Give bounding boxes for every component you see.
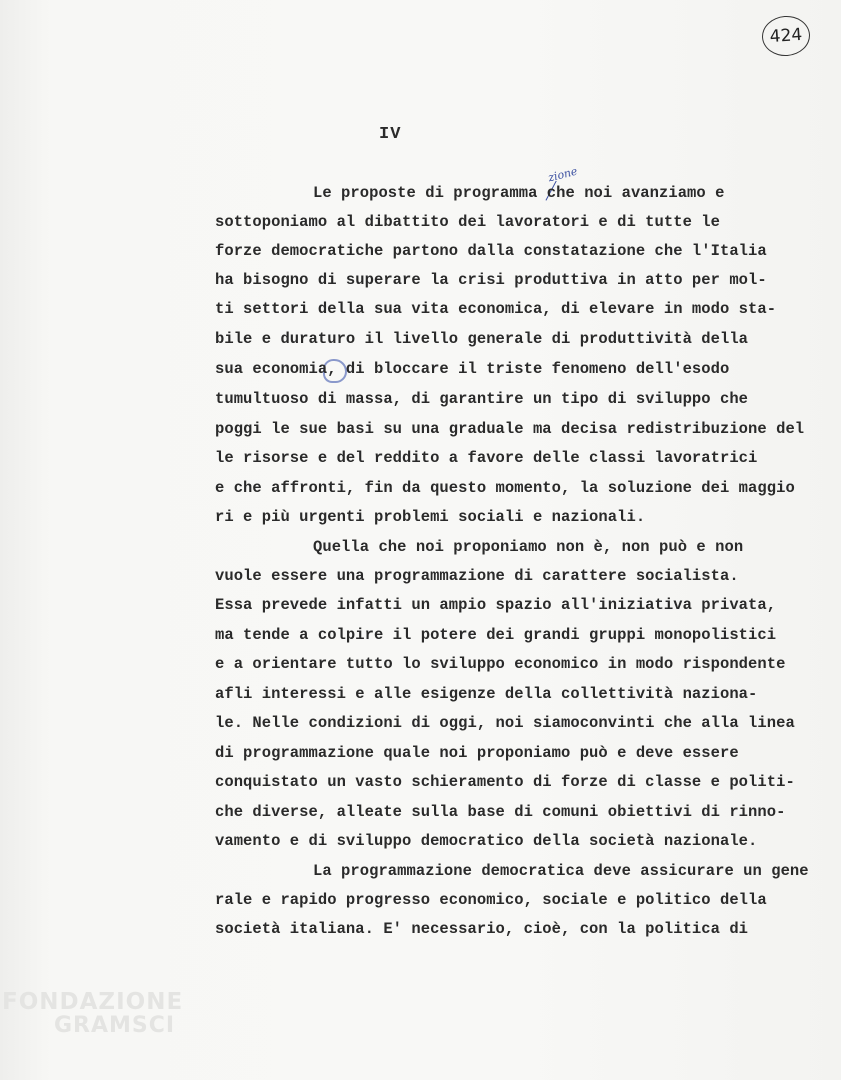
text-line: rale e rapido progresso economico, sociale e politico della bbox=[215, 891, 767, 909]
text-line: Quella che noi proponiamo non è, non può e non bbox=[313, 538, 744, 556]
text-line: ha bisogno di superare la crisi produttiva in atto per mol- bbox=[215, 271, 767, 289]
text-line: Essa prevede infatti un ampio spazio all'iniziativa privata, bbox=[215, 596, 777, 614]
text-line: che diverse, alleate sulla base di comuni obiettivi di rinno- bbox=[215, 803, 786, 821]
text-line: vuole essere una programmazione di carattere socialista. bbox=[215, 567, 739, 585]
text-line: ma tende a colpire il potere dei grandi gruppi monopolistici bbox=[215, 626, 777, 644]
text-line: poggi le sue basi su una graduale ma decisa redistribuzione del bbox=[215, 420, 805, 438]
page-number-circled: 424 bbox=[761, 14, 812, 57]
watermark-line1: FONDAZIONE bbox=[2, 989, 184, 1015]
text-line: afli interessi e alle esigenze della collettività naziona- bbox=[215, 685, 758, 703]
text-line: La programmazione democratica deve assicurare un gene bbox=[313, 862, 809, 880]
watermark-line2: GRAMSCI bbox=[54, 1013, 176, 1038]
text-line: e a orientare tutto lo sviluppo economico in modo rispondente bbox=[215, 655, 786, 673]
text-line: vamento e di sviluppo democratico della società nazionale. bbox=[215, 832, 758, 850]
text-line: conquistato un vasto schieramento di forze di classe e politi- bbox=[215, 773, 795, 791]
text-line: di programmazione quale noi proponiamo può e deve essere bbox=[215, 744, 739, 762]
text-line: tumultuoso di massa, di garantire un tipo di sviluppo che bbox=[215, 390, 749, 408]
text-line: ti settori della sua vita economica, di elevare in modo sta- bbox=[215, 300, 777, 318]
text-line: le risorse e del reddito a favore delle classi lavoratrici bbox=[215, 449, 758, 467]
text-line: bile e duraturo il livello generale di produttività della bbox=[215, 330, 749, 348]
text-line: società italiana. E' necessario, cioè, con la politica di bbox=[215, 920, 749, 938]
fondazione-gramsci-watermark bbox=[2, 990, 183, 1038]
text-line: e che affronti, fin da questo momento, la soluzione dei maggio bbox=[215, 479, 795, 497]
text-line: ri e più urgenti problemi sociali e nazionali. bbox=[215, 508, 646, 526]
text-line: sua economia, di bloccare il triste fenomeno dell'esodo bbox=[215, 360, 730, 378]
text-line: Le proposte di programma che noi avanziamo e bbox=[313, 184, 725, 202]
bleed-through-shadow bbox=[60, 120, 220, 940]
text-line: sottoponiamo al dibattito dei lavoratori e di tutte le bbox=[215, 213, 720, 231]
section-heading: IV bbox=[379, 125, 402, 144]
text-line: le. Nelle condizioni di oggi, noi siamoconvinti che alla linea bbox=[215, 714, 795, 732]
text-line: forze democratiche partono dalla constatazione che l'Italia bbox=[215, 242, 767, 260]
handwritten-annotation: zione bbox=[546, 164, 579, 185]
